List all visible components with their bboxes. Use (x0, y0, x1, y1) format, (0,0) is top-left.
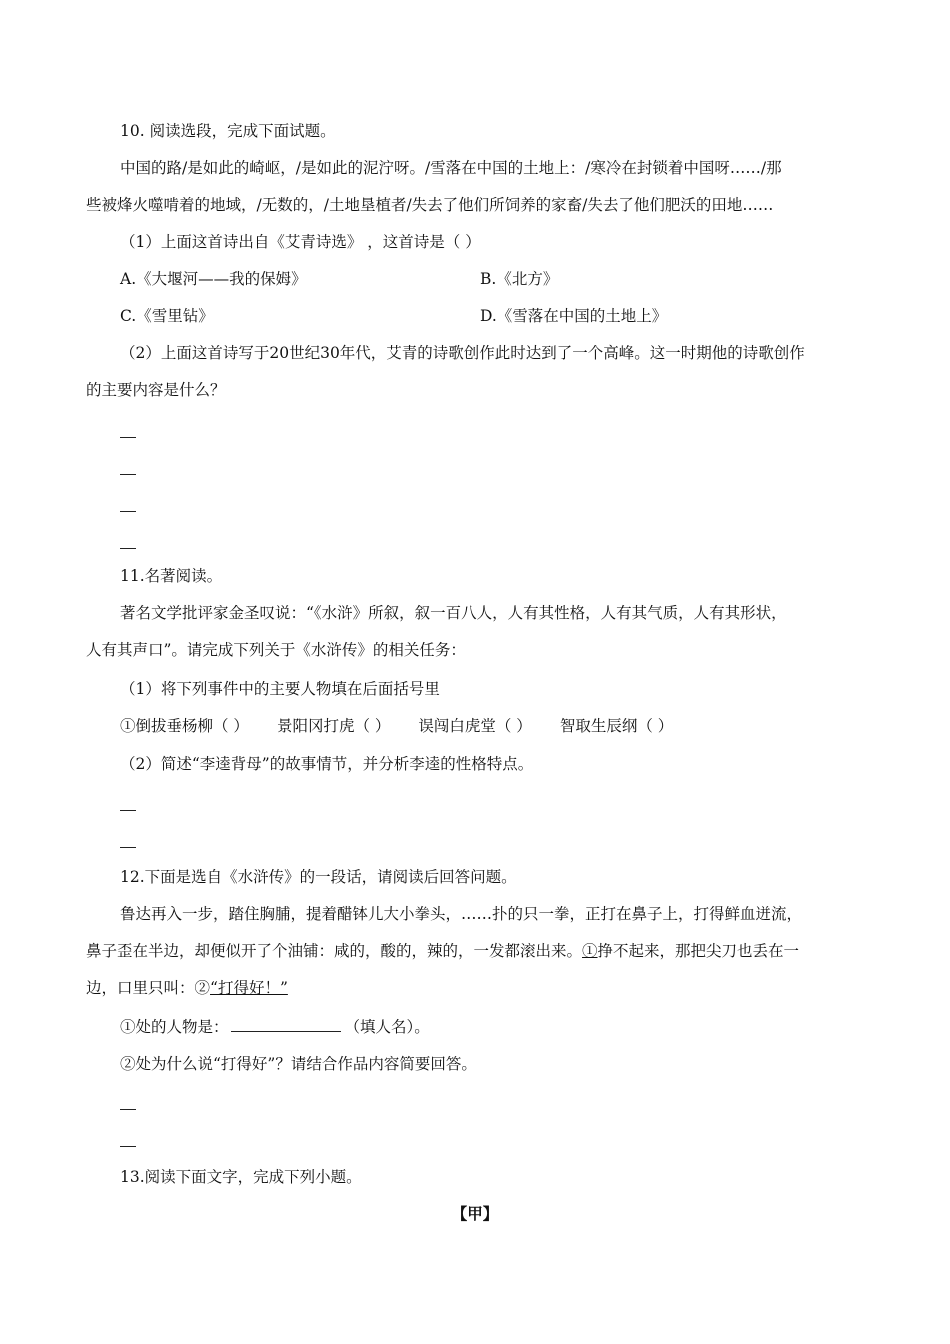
answer-line[interactable] (120, 437, 136, 438)
q10-sub2-line-2: 的主要内容是什么？ (86, 381, 226, 399)
q11-sub1: （1）将下列事件中的主要人物填在后面括号里 (120, 680, 440, 698)
name-fill-blank[interactable] (231, 1017, 341, 1032)
q11-intro-line-2: 人有其声口”。请完成下列关于《水浒传》的相关任务： (86, 641, 466, 659)
marker-1: ① (582, 942, 598, 960)
q10-sub1: （1）上面这首诗出自《艾青诗选》 ，这首诗是（ ） (120, 233, 481, 251)
event-3: 误闯白虎堂（ ） (418, 717, 532, 735)
passage-text: 边，口里只叫：② (86, 979, 211, 997)
q10-option-c: C.《雪里钻》 (120, 307, 214, 325)
q10-option-d: D.《雪落在中国的土地上》 (480, 307, 668, 325)
q12-title: 12.下面是选自《水浒传》的一段话，请阅读后回答问题。 (120, 868, 517, 886)
q11-intro-line-1: 著名文学批评家金圣叹说：“《水浒》所叙，叙一百八人，人有其性格，人有其气质，人有其形状， (120, 604, 787, 622)
q10-option-b: B.《北方》 (480, 270, 559, 288)
q11-title: 11.名著阅读。 (120, 567, 223, 585)
q12-passage-line-3 (86, 978, 288, 998)
answer-line[interactable] (120, 548, 136, 549)
q13-title: 13.阅读下面文字，完成下列小题。 (120, 1168, 362, 1186)
q10-sub2-line-1: （2）上面这首诗写于20世纪30年代，艾青的诗歌创作此时达到了一个高峰。这一时期他的诗歌创作 (120, 344, 805, 362)
event-2: 景阳冈打虎（ ） (276, 717, 391, 735)
q11-events (120, 716, 673, 736)
ask1-label: ①处的人物是： (120, 1018, 229, 1036)
q12-passage-line-1: 鲁达再入一步，踏住胸脯，提着醋钵儿大小拳头，……扑的只一拳，正打在鼻子上，打得鲜血迸流， (120, 905, 803, 923)
q10-passage-line-1: 中国的路/是如此的崎岖，/是如此的泥泞呀。/雪落在中国的土地上：/寒冷在封锁着中国呀……/那 (120, 159, 782, 177)
q10-option-a: A.《大堰河——我的保姆》 (120, 270, 307, 288)
answer-line[interactable] (120, 810, 136, 811)
answer-line[interactable] (120, 847, 136, 848)
answer-line[interactable] (120, 1146, 136, 1147)
answer-line[interactable] (120, 511, 136, 512)
q12-ask2: ②处为什么说“打得好”？请结合作品内容简要回答。 (120, 1055, 477, 1073)
event-1: ①倒拔垂杨柳（ ） (120, 717, 249, 735)
answer-line[interactable] (120, 1109, 136, 1110)
event-4: 智取生辰纲（ ） (559, 717, 674, 735)
q10-title: 10. 阅读选段，完成下面试题。 (120, 122, 336, 140)
q11-sub2: （2）简述“李逵背母”的故事情节，并分析李逵的性格特点。 (120, 755, 534, 773)
section-heading-jia: 【甲】 (451, 1204, 499, 1223)
answer-line[interactable] (120, 474, 136, 475)
q12-passage-line-2 (86, 941, 799, 961)
q12-ask1 (120, 1017, 430, 1037)
quoted-exclamation: “打得好！” (210, 979, 288, 997)
q10-passage-line-2: 些被烽火噬啃着的地域，/无数的，/土地垦植者/失去了他们所饲养的家畜/失去了他们肥沃的田地…… (86, 196, 774, 214)
ask1-hint: （填人名）。 (344, 1018, 430, 1036)
passage-text: 挣不起来，那把尖刀也丢在一 (597, 942, 800, 960)
passage-text: 鼻子歪在半边，却便似开了个油铺：咸的，酸的，辣的，一发都滚出来。 (86, 942, 583, 960)
